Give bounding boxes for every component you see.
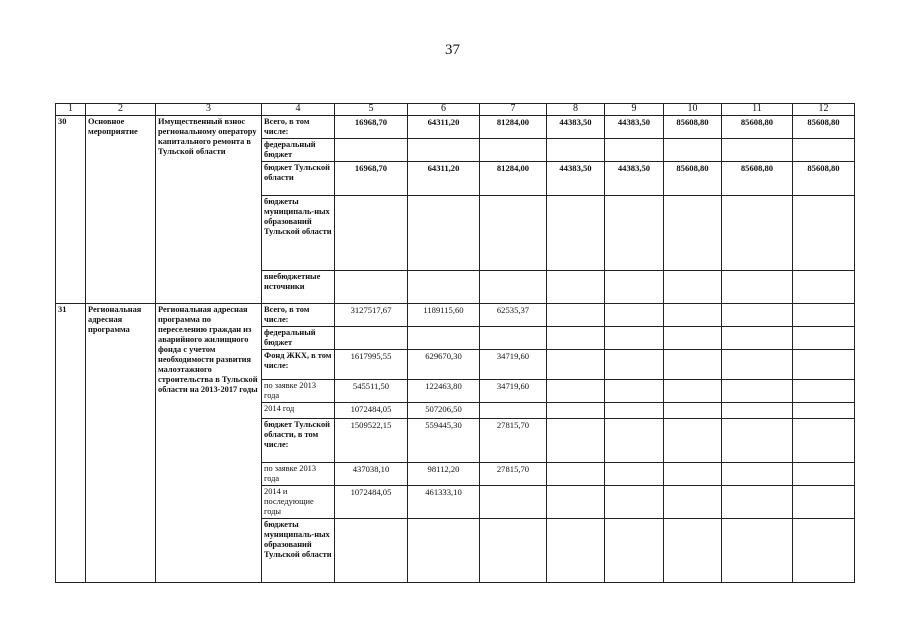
table-cell bbox=[793, 463, 855, 486]
table-cell bbox=[547, 304, 605, 327]
table-cell: 27815,70 bbox=[480, 419, 547, 463]
table-cell bbox=[664, 419, 722, 463]
funding-source-label: Фонд ЖКХ, в том числе: bbox=[262, 350, 335, 380]
table-cell bbox=[722, 196, 793, 271]
table-cell bbox=[722, 463, 793, 486]
table-cell: 44383,50 bbox=[547, 162, 605, 196]
table-cell bbox=[547, 327, 605, 350]
table-cell bbox=[480, 519, 547, 583]
row-number: 30 bbox=[56, 116, 86, 304]
table-cell bbox=[722, 139, 793, 162]
table-cell bbox=[793, 196, 855, 271]
table-cell bbox=[722, 419, 793, 463]
table-cell: 437038,10 bbox=[335, 463, 408, 486]
table-cell bbox=[408, 271, 480, 304]
table-cell: 1072484,05 bbox=[335, 486, 408, 519]
funding-source-label: по заявке 2013 года bbox=[262, 380, 335, 403]
table-cell bbox=[722, 380, 793, 403]
table-cell bbox=[408, 139, 480, 162]
table-cell bbox=[547, 519, 605, 583]
table-cell: 85608,80 bbox=[722, 162, 793, 196]
funding-source-label: бюджеты муниципаль-ных образований Тульской области bbox=[262, 196, 335, 271]
table-cell: 44383,50 bbox=[605, 116, 664, 139]
table-cell bbox=[547, 196, 605, 271]
table-cell bbox=[480, 271, 547, 304]
table-cell bbox=[664, 486, 722, 519]
table-cell bbox=[664, 350, 722, 380]
table-cell: 34719,60 bbox=[480, 380, 547, 403]
table-cell bbox=[664, 196, 722, 271]
table-cell bbox=[722, 403, 793, 419]
table-cell bbox=[605, 327, 664, 350]
table-cell bbox=[605, 139, 664, 162]
funding-source-label: федеральный бюджет bbox=[262, 139, 335, 162]
column-header: 5 bbox=[335, 104, 408, 116]
table-cell bbox=[480, 403, 547, 419]
table-cell: 507206,50 bbox=[408, 403, 480, 419]
funding-source-label: федеральный бюджет bbox=[262, 327, 335, 350]
table-cell: 64311,20 bbox=[408, 116, 480, 139]
table-cell bbox=[605, 419, 664, 463]
table-cell bbox=[793, 519, 855, 583]
table-cell: 81284,00 bbox=[480, 116, 547, 139]
table-cell bbox=[664, 403, 722, 419]
funding-source-label: бюджет Тульской области bbox=[262, 162, 335, 196]
table-cell bbox=[547, 139, 605, 162]
column-header: 7 bbox=[480, 104, 547, 116]
table-cell: 85608,80 bbox=[722, 116, 793, 139]
table-cell bbox=[664, 304, 722, 327]
column-header: 1 bbox=[56, 104, 86, 116]
table-cell: 3127517,67 bbox=[335, 304, 408, 327]
column-header: 4 bbox=[262, 104, 335, 116]
table-cell: 16968,70 bbox=[335, 162, 408, 196]
table-cell bbox=[480, 486, 547, 519]
column-header: 9 bbox=[605, 104, 664, 116]
table-cell bbox=[793, 419, 855, 463]
table-cell bbox=[605, 486, 664, 519]
table-cell bbox=[605, 196, 664, 271]
table-cell: 122463,80 bbox=[408, 380, 480, 403]
measure-type: Региональная адресная программа bbox=[86, 304, 156, 583]
table-cell bbox=[793, 271, 855, 304]
table-cell bbox=[605, 350, 664, 380]
table-cell: 16968,70 bbox=[335, 116, 408, 139]
column-header: 11 bbox=[722, 104, 793, 116]
table-cell bbox=[408, 196, 480, 271]
funding-source-label: бюджеты муниципаль-ных образований Тульской области bbox=[262, 519, 335, 583]
table-cell bbox=[480, 196, 547, 271]
table-cell bbox=[722, 271, 793, 304]
table-cell bbox=[547, 463, 605, 486]
funding-source-label: по заявке 2013 года bbox=[262, 463, 335, 486]
table-cell bbox=[547, 403, 605, 419]
table-cell: 85608,80 bbox=[664, 162, 722, 196]
table-cell: 98112,20 bbox=[408, 463, 480, 486]
table-cell: 64311,20 bbox=[408, 162, 480, 196]
table-cell bbox=[664, 519, 722, 583]
table-cell: 27815,70 bbox=[480, 463, 547, 486]
table-cell bbox=[605, 271, 664, 304]
column-header: 8 bbox=[547, 104, 605, 116]
table-cell: 461333,10 bbox=[408, 486, 480, 519]
table-cell bbox=[793, 403, 855, 419]
table-cell bbox=[335, 271, 408, 304]
table-cell bbox=[722, 519, 793, 583]
column-header: 2 bbox=[86, 104, 156, 116]
table-cell bbox=[722, 486, 793, 519]
table-cell bbox=[664, 463, 722, 486]
table-cell bbox=[605, 304, 664, 327]
table-cell: 1072484,05 bbox=[335, 403, 408, 419]
budget-table bbox=[55, 103, 855, 583]
table-row bbox=[56, 304, 855, 327]
table-cell: 1509522,15 bbox=[335, 419, 408, 463]
table-cell: 81284,00 bbox=[480, 162, 547, 196]
table-cell bbox=[664, 271, 722, 304]
table-row bbox=[56, 116, 855, 139]
table-cell: 85608,80 bbox=[793, 162, 855, 196]
table-cell: 545511,50 bbox=[335, 380, 408, 403]
table-cell bbox=[793, 350, 855, 380]
measure-description: Региональная адресная программа по переселению граждан из аварийного жилищного фонда с учетом необходимости развития малоэтажного строительства в Тульской области на 2013-2017 годы bbox=[156, 304, 262, 583]
page-number: 37 bbox=[445, 42, 460, 58]
table-cell bbox=[664, 327, 722, 350]
table-cell bbox=[605, 403, 664, 419]
table-cell bbox=[335, 196, 408, 271]
column-header: 12 bbox=[793, 104, 855, 116]
table-cell bbox=[547, 486, 605, 519]
table-cell bbox=[547, 419, 605, 463]
table-cell: 44383,50 bbox=[547, 116, 605, 139]
table-cell bbox=[408, 519, 480, 583]
table-cell bbox=[664, 139, 722, 162]
column-header: 10 bbox=[664, 104, 722, 116]
funding-source-label: Всего, в том числе: bbox=[262, 116, 335, 139]
table-cell bbox=[335, 139, 408, 162]
funding-source-label: 2014 год bbox=[262, 403, 335, 419]
table-cell bbox=[722, 350, 793, 380]
table-cell bbox=[480, 139, 547, 162]
table-cell: 85608,80 bbox=[793, 116, 855, 139]
table-cell bbox=[335, 327, 408, 350]
table-cell: 34719,60 bbox=[480, 350, 547, 380]
table-cell bbox=[547, 271, 605, 304]
measure-type: Основное мероприятие bbox=[86, 116, 156, 304]
table-cell bbox=[793, 327, 855, 350]
table-cell bbox=[547, 380, 605, 403]
row-number: 31 bbox=[56, 304, 86, 583]
column-header: 6 bbox=[408, 104, 480, 116]
measure-description: Имущественный взнос региональному оператору капитального ремонта в Тульской области bbox=[156, 116, 262, 304]
table-cell: 1617995,55 bbox=[335, 350, 408, 380]
table-cell bbox=[793, 304, 855, 327]
table-cell bbox=[547, 350, 605, 380]
table-cell bbox=[793, 486, 855, 519]
table-cell bbox=[408, 327, 480, 350]
funding-source-label: 2014 и последующие годы bbox=[262, 486, 335, 519]
table-cell bbox=[605, 519, 664, 583]
table-cell: 85608,80 bbox=[664, 116, 722, 139]
table-cell bbox=[793, 380, 855, 403]
table-cell bbox=[335, 519, 408, 583]
table-cell bbox=[605, 380, 664, 403]
table-cell bbox=[793, 139, 855, 162]
column-header-row bbox=[56, 104, 855, 116]
table-cell bbox=[664, 380, 722, 403]
table-cell bbox=[722, 304, 793, 327]
table-cell: 559445,30 bbox=[408, 419, 480, 463]
table-cell: 1189115,60 bbox=[408, 304, 480, 327]
table-cell: 62535,37 bbox=[480, 304, 547, 327]
table-cell bbox=[480, 327, 547, 350]
table-cell: 629670,30 bbox=[408, 350, 480, 380]
funding-source-label: бюджет Тульской области, в том числе: bbox=[262, 419, 335, 463]
table-cell bbox=[605, 463, 664, 486]
table-cell: 44383,50 bbox=[605, 162, 664, 196]
funding-source-label: внебюджетные источники bbox=[262, 271, 335, 304]
column-header: 3 bbox=[156, 104, 262, 116]
table-cell bbox=[722, 327, 793, 350]
funding-source-label: Всего, в том числе: bbox=[262, 304, 335, 327]
